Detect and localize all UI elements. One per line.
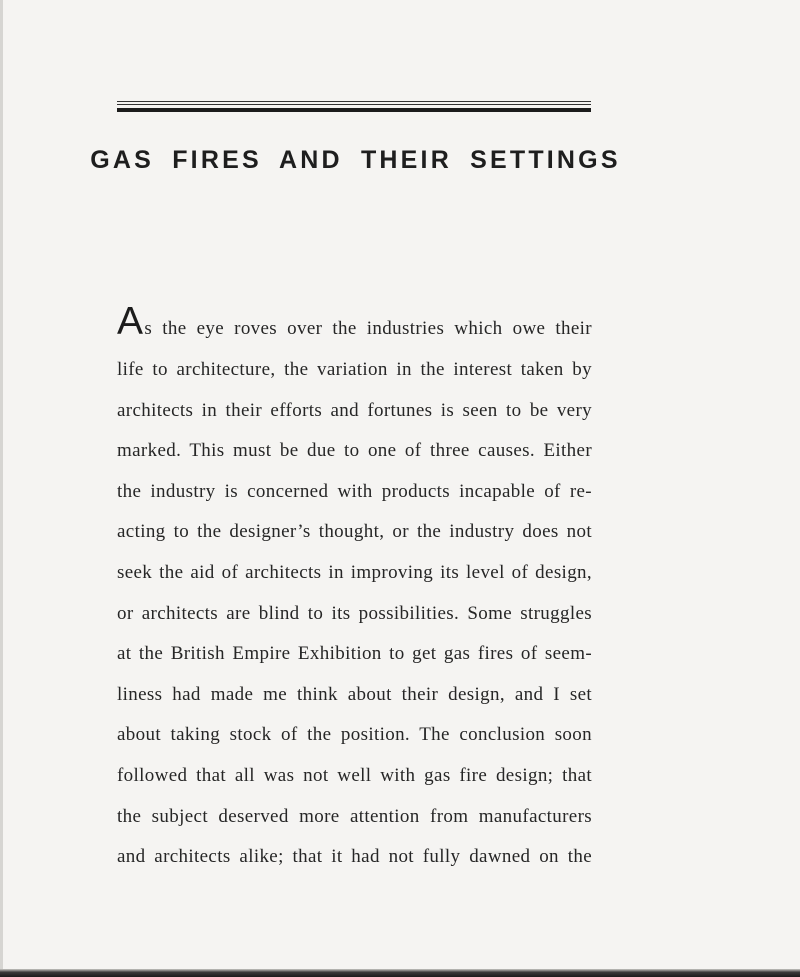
first-line-text: s the eye roves over the industries which owe their — [144, 318, 592, 339]
paragraph-line: and architects alike; that it had not fully dawned on the — [117, 846, 592, 868]
paragraph-line: the subject deserved more attention from manufacturers — [117, 805, 592, 827]
paragraph-line: about taking stock of the position. The conclusion soon — [117, 724, 592, 746]
paragraph-line: the industry is concerned with products incapable of re- — [117, 480, 592, 502]
header-rule-thick — [117, 108, 591, 112]
paragraph-line: life to architecture, the variation in the interest taken by — [117, 359, 592, 380]
page-title: GAS FIRES AND THEIR SETTINGS — [90, 146, 621, 174]
paragraph-line: marked. This must be due to one of three causes. Either — [117, 440, 592, 462]
header-rule-middle — [117, 104, 591, 105]
paragraph-line: architects in their efforts and fortunes is seen to be very — [117, 399, 592, 421]
paragraph-line: acting to the designer’s thought, or the industry does not — [117, 521, 592, 543]
page-bottom-edge — [0, 969, 800, 977]
paragraph-first-line — [117, 302, 592, 350]
paragraph-line: liness had made me think about their design, and I set — [117, 683, 592, 705]
paragraph-line: followed that all was not well with gas fire design; that — [117, 764, 592, 786]
header-rules — [117, 101, 591, 115]
body-paragraph — [117, 302, 592, 878]
header-rule-top — [117, 101, 591, 102]
paragraph-line: or architects are blind to its possibilities. Some struggles — [117, 602, 592, 624]
paragraph-line: seek the aid of architects in improving its level of design, — [117, 561, 592, 583]
drop-cap: A — [117, 300, 144, 343]
paragraph-line: at the British Empire Exhibition to get gas fires of seem- — [117, 643, 592, 665]
